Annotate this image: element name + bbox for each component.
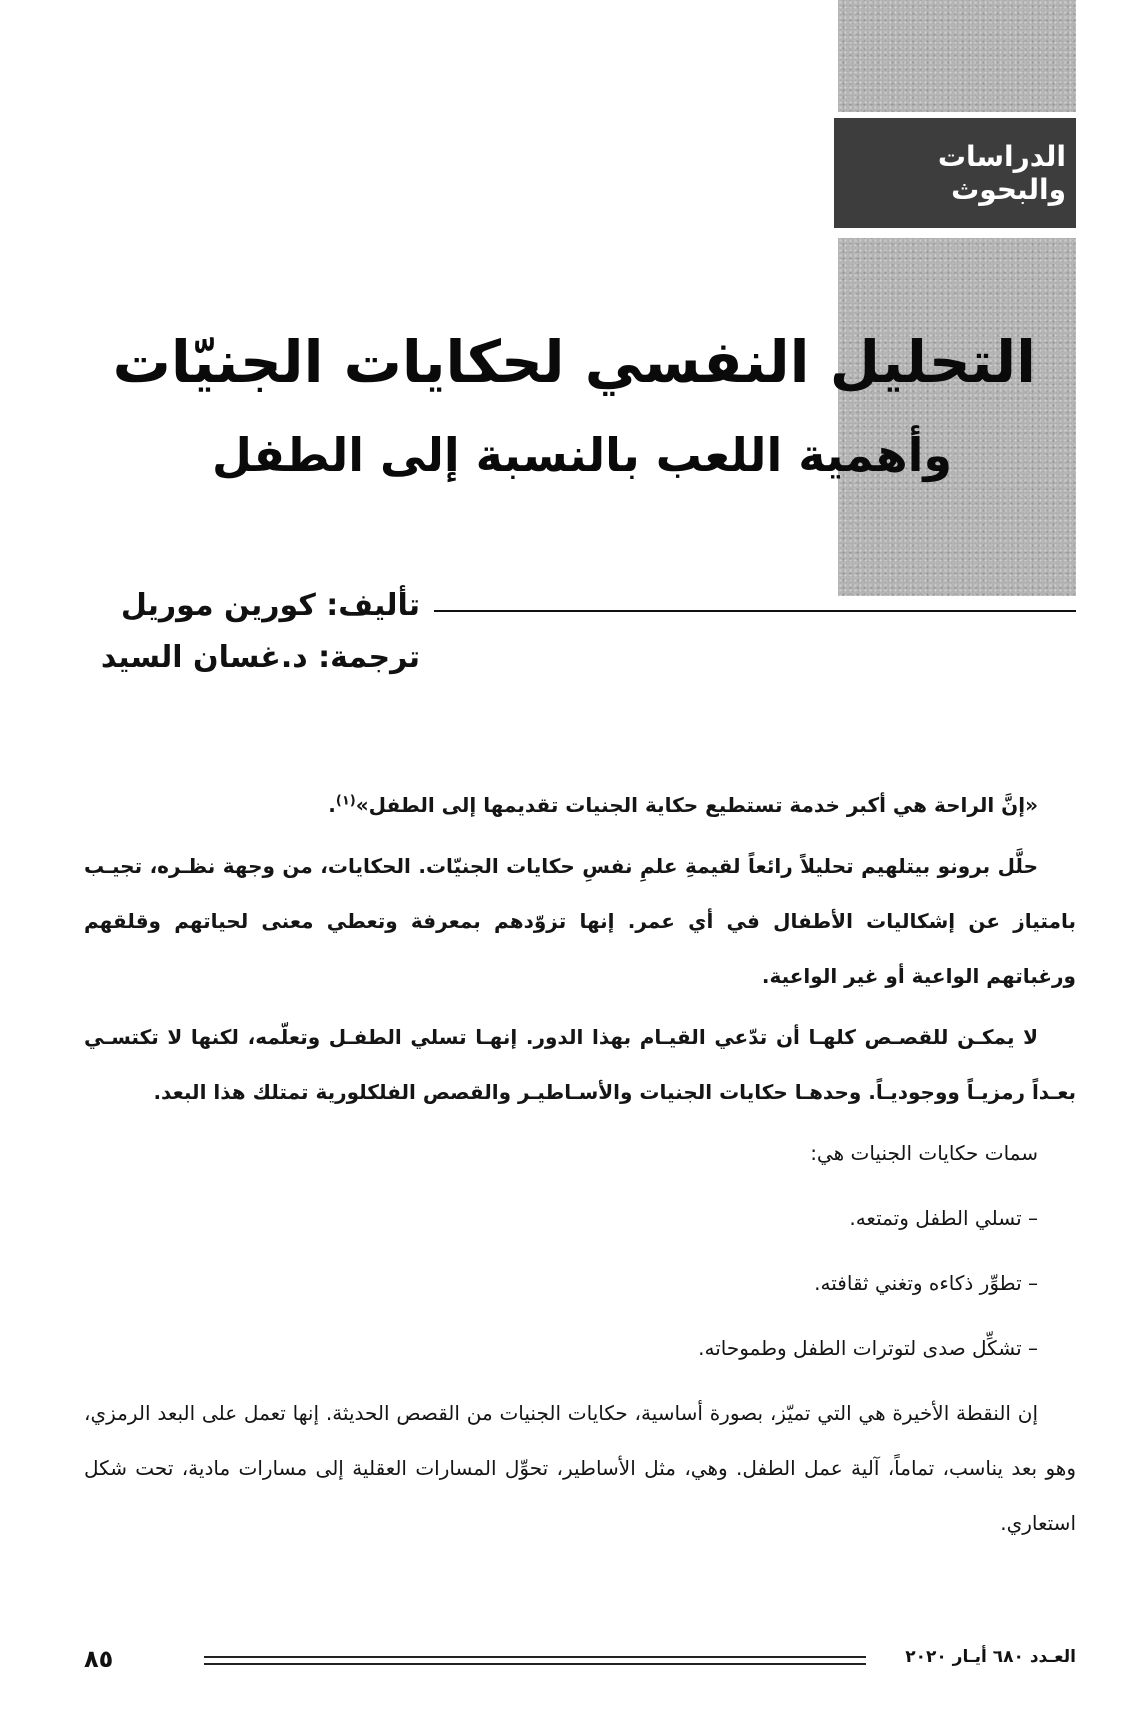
traits-list [84, 1126, 1076, 1376]
decorative-gray-strip-top [838, 0, 1076, 112]
list-item: – تسلي الطفل وتمتعه. [849, 1206, 1038, 1230]
list-item: – تشكِّل صدى لتوترات الطفل وطموحاته. [698, 1336, 1038, 1360]
footer-divider [204, 1663, 866, 1665]
footer-divider [204, 1656, 866, 1658]
translator-credit: ترجمة: د.غسان السيد [100, 640, 420, 675]
intro-block [84, 778, 1076, 1120]
opening-quote [84, 778, 1076, 833]
paragraph-1: حلَّل برونو بيتلهيم تحليلاً رائعاً لقيمةِ علمِ نفسِ حكايات الجنيّات. الحكايات، من وجهة نظـره، تجيـب بامتياز عن إشكاليات الأطفال في أي عمر. إنها تزوّدهم بمعرفة وتعطي معنى لحياتهم وقلقهم ورغباتهم الواعية أو غير الواعية. [84, 854, 1076, 988]
paragraph-2: لا يمكـن للقصـص كلهـا أن تدّعي القيـام بهذا الدور. إنهـا تسلي الطفـل وتعلّمه، لكنها لا تكتسـي بعـداً رمزيـاً ووجوديـاً. وحدهـا حكايات الجنيات والأسـاطيـر والقصص الفلكلورية تمتلك هذا البعد. [84, 1025, 1076, 1104]
article-title: التحليل النفسي لحكايات الجنيّات [112, 328, 1036, 396]
article-subtitle: وأهمية اللعب بالنسبة إلى الطفل [212, 428, 952, 482]
issue-info: العـدد ٦٨٠ أيـار ٢٠٢٠ [905, 1647, 1076, 1667]
section-header [834, 118, 1076, 228]
list-intro: سمات حكايات الجنيات هي: [810, 1141, 1038, 1165]
page-number: ٨٥ [84, 1645, 114, 1673]
author-credit: تأليف: كورين موريل [120, 588, 420, 623]
decorative-gray-strip-bottom [838, 238, 1076, 596]
article-body [84, 778, 1076, 1557]
credit-divider [434, 610, 1076, 612]
footnote-ref: (١) [335, 793, 356, 809]
quote-end: . [328, 793, 336, 817]
section-label: الدراسات والبحوث [937, 140, 1066, 206]
paragraph-3: إن النقطة الأخيرة هي التي تميّز، بصورة أساسية، حكايات الجنيات من القصص الحديثة. إنها تعمل على البعد الرمزي، وهو بعد يناسب، تماماً، آلية عمل الطفل. وهي، مثل الأساطير، تحوِّل المسارات العقلية إلى مسارات مادية، تحت شكل استعاري. [84, 1401, 1076, 1535]
list-item: – تطوِّر ذكاءه وتغني ثقافته. [814, 1271, 1038, 1295]
quote-text: «إنَّ الراحة هي أكبر خدمة تستطيع حكاية الجنيات تقديمها إلى الطفل» [355, 793, 1038, 817]
